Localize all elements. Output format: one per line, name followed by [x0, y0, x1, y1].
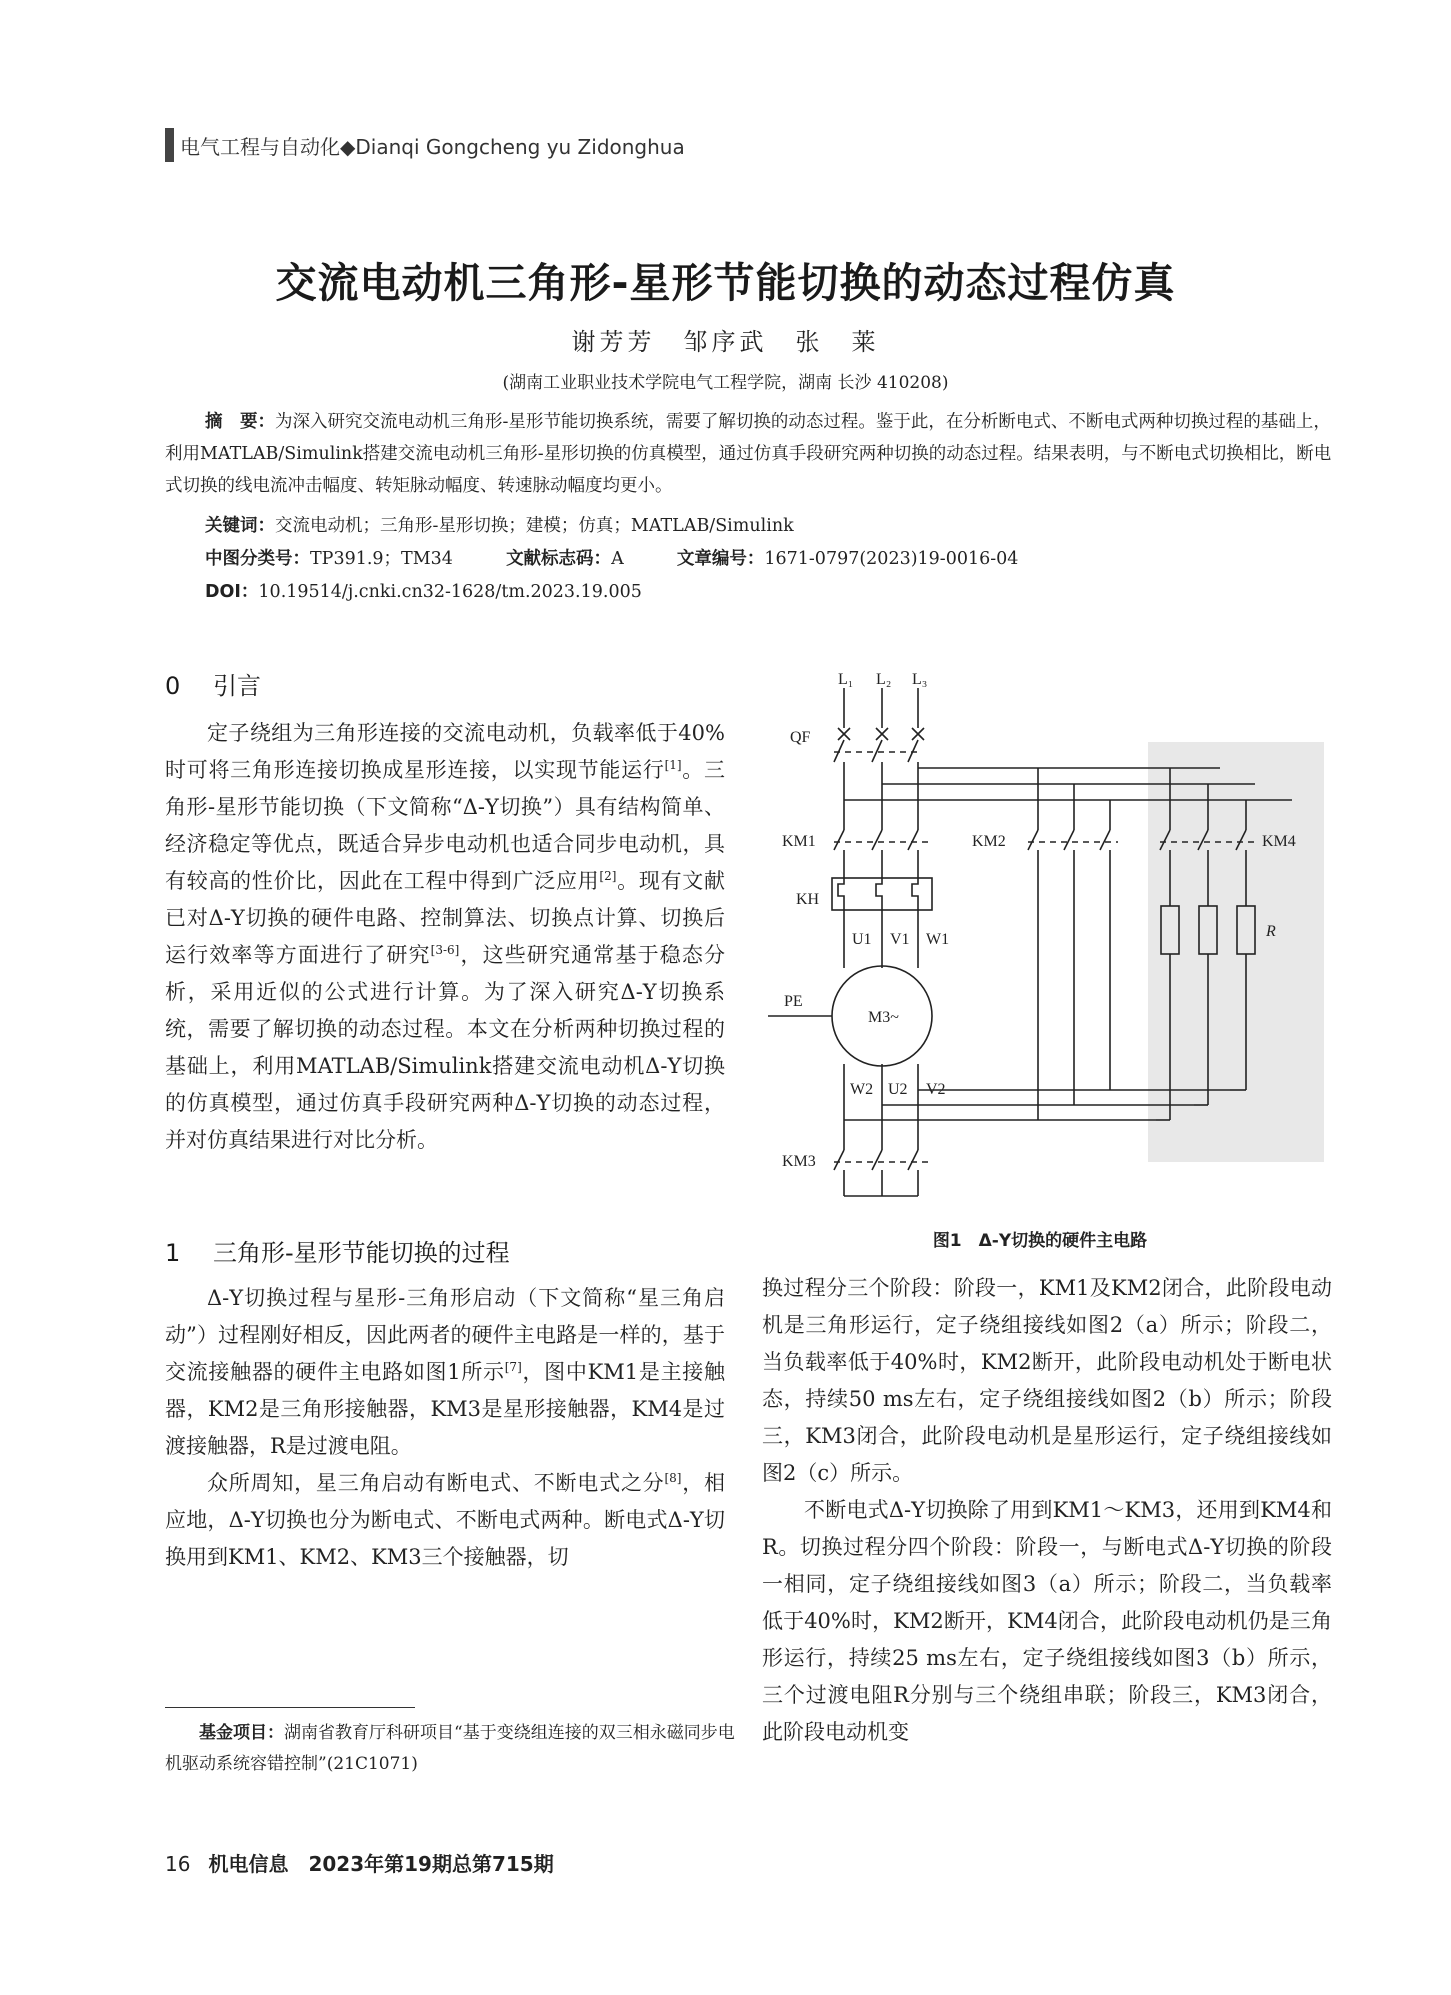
section-0-number: 0	[165, 672, 181, 700]
doccode-label: 文献标志码：	[506, 549, 612, 569]
figure-1-circuit	[745, 660, 1335, 1220]
label-l1: L₁	[838, 671, 854, 688]
label-l3: L₃	[912, 671, 928, 688]
km2-contacts	[1028, 830, 1110, 850]
s0-text-d: ，这些研究通常基于稳态分析，采用近似的公式进行计算。为了深入研究Δ-Y切换系统，需要了解切换的动态过程。本文在分析两种切换过程的基础上，利用MATLAB/Simulink搭建交流电动机Δ-Y切换的仿真模型，通过仿真手段研究两种Δ-Y切换的动态过程，并对仿真结果进行对比分析。	[165, 943, 725, 1152]
label-kh: KH	[796, 891, 820, 908]
section-1-heading	[165, 1233, 510, 1268]
classification-line	[205, 543, 1018, 576]
qf-blade-3	[908, 740, 918, 762]
section-0-paragraph	[165, 715, 725, 1159]
doi-text: 10.19514/j.cnki.cn32-1628/tm.2023.19.005	[258, 582, 642, 602]
citation-3-6[interactable]: [3-6]	[430, 943, 460, 957]
km1-contacts	[834, 830, 918, 850]
qf-contacts	[838, 728, 924, 740]
running-head-bar	[165, 128, 174, 162]
footnote-rule	[165, 1707, 415, 1708]
section-1-number: 1	[165, 1239, 181, 1267]
citation-8[interactable]: [8]	[664, 1471, 682, 1485]
label-km4: KM4	[1262, 833, 1296, 850]
section-0-heading	[165, 666, 261, 701]
footnote-label: 基金项目：	[199, 1723, 284, 1743]
qf-blade-1	[834, 740, 844, 762]
abstract	[165, 406, 1335, 502]
right-paragraph-1: 换过程分三个阶段：阶段一，KM1及KM2闭合，此阶段电动机是三角形运行，定子绕组接线如图2（a）所示；阶段二，当负载率低于40%时，KM2断开，此阶段电动机处于断电状态，持续50 ms左右，定子绕组接线如图2（b）所示；阶段三，KM3闭合，此阶段电动机是星形运行，定子绕组接线如图2（c）所示。	[762, 1276, 1332, 1485]
clc-text: TP391.9；TM34	[310, 549, 453, 569]
article-no-text: 1671-0797(2023)19-0016-04	[764, 549, 1019, 569]
citation-2[interactable]: [2]	[599, 869, 617, 883]
label-km1: KM1	[782, 833, 816, 850]
running-head-text: 电气工程与自动化◆Dianqi Gongcheng yu Zidonghua	[180, 134, 685, 159]
section-0-title: 引言	[213, 672, 261, 700]
label-v1: V1	[890, 931, 910, 948]
article-no-label: 文章编号：	[676, 549, 765, 569]
section-0-body	[165, 715, 725, 1159]
label-r: R	[1266, 923, 1276, 940]
citation-7[interactable]: [7]	[504, 1360, 522, 1374]
keywords-text: 交流电动机；三角形-星形切换；建模；仿真；MATLAB/Simulink	[275, 516, 794, 536]
km4-shaded-region	[1148, 742, 1324, 1162]
section-1-paragraph-2	[165, 1465, 725, 1576]
s0-text-c: 。现有文献已对Δ-Y切换的硬件电路、控制算法、切换点计算、切换后运行效率等方面进行了研究	[165, 869, 726, 967]
km3-contacts	[834, 1150, 918, 1170]
footnote-text: 湖南省教育厅科研项目“基于变绕组连接的双三相永磁同步电机驱动系统容错控制”(21C1071)	[165, 1723, 735, 1774]
keywords	[205, 510, 794, 543]
section-1-paragraph-1	[165, 1280, 725, 1465]
s0-text-a: 定子绕组为三角形连接的交流电动机，负载率低于40%时可将三角形连接切换成星形连接，以实现节能运行	[165, 721, 725, 782]
figure-1-caption: 图1 Δ-Y切换的硬件主电路	[932, 1231, 1148, 1251]
page-footer	[165, 1848, 554, 1877]
label-w1: W1	[926, 931, 950, 948]
paper-affiliation: (湖南工业职业技术学院电气工程学院，湖南 长沙 410208)	[502, 373, 949, 393]
keywords-label: 关键词：	[205, 516, 275, 536]
page-number: 16	[165, 1852, 191, 1876]
s1-text-b: ，图中KM1是主接触器，KM2是三角形接触器，KM3是星形接触器，KM4是过渡接触器，R是过渡电阻。	[165, 1360, 725, 1458]
s1-text-d: ，相应地，Δ-Y切换也分为断电式、不断电式两种。断电式Δ-Y切换用到KM1、KM2、KM3三个接触器，切	[165, 1471, 726, 1569]
abstract-text: 为深入研究交流电动机三角形-星形节能切换系统，需要了解切换的动态过程。鉴于此，在分析断电式、不断电式两种切换过程的基础上，利用MATLAB/Simulink搭建交流电动机三角形-星形切换的仿真模型，通过仿真手段研究两种切换的动态过程。结果表明，与不断电式切换相比，断电式切换的线电流冲击幅度、转矩脉动幅度、转速脉动幅度均更小。	[165, 412, 1332, 496]
doccode-text: A	[611, 549, 624, 569]
running-head	[165, 128, 685, 162]
label-u1: U1	[852, 931, 872, 948]
label-km3: KM3	[782, 1153, 816, 1170]
section-1-body	[165, 1280, 725, 1576]
clc-label: 中图分类号：	[205, 549, 310, 569]
right-column-body	[762, 1270, 1332, 1751]
paper-title: 交流电动机三角形-星形节能切换的动态过程仿真	[275, 259, 1176, 307]
s0-text-b: 。三角形-星形节能切换（下文简称“Δ-Y切换”）具有结构简单、经济稳定等优点，既适合异步电动机也适合同步电动机，具有较高的性价比，因此在工程中得到广泛应用	[165, 758, 726, 893]
label-v2: V2	[926, 1081, 946, 1098]
doi-label: DOI：	[205, 582, 259, 602]
label-l2: L₂	[876, 671, 892, 688]
abstract-label: 摘 要：	[205, 412, 275, 432]
paper-authors: 谢芳芳 邹序武 张 莱	[571, 328, 880, 356]
citation-1[interactable]: [1]	[664, 758, 682, 772]
label-km2: KM2	[972, 833, 1006, 850]
label-motor: M3~	[868, 1009, 899, 1026]
journal-info: 机电信息 2023年第19期总第715期	[208, 1852, 554, 1876]
footnote	[165, 1718, 735, 1780]
label-qf: QF	[790, 729, 811, 746]
s1-text-a: Δ-Y切换过程与星形-三角形启动（下文简称“星三角启动”）过程刚好相反，因此两者的硬件主电路是一样的，基于交流接触器的硬件主电路如图1所示	[165, 1286, 725, 1384]
label-w2: W2	[850, 1081, 874, 1098]
kh-heaters	[838, 878, 918, 910]
qf-blade-2	[872, 740, 882, 762]
label-u2: U2	[888, 1081, 908, 1098]
right-paragraph-2: 不断电式Δ-Y切换除了用到KM1～KM3，还用到KM4和R。切换过程分四个阶段：阶段一，与断电式Δ-Y切换的阶段一相同，定子绕组接线如图3（a）所示；阶段二，当负载率低于40%时，KM2断开，KM4闭合，此阶段电动机仍是三角形运行，持续25 ms左右，定子绕组接线如图3（b）所示，三个过渡电阻R分别与三个绕组串联；阶段三，KM3闭合，此阶段电动机变	[762, 1498, 1332, 1744]
doi-line	[205, 576, 642, 609]
label-pe: PE	[784, 993, 803, 1010]
s1-text-c: 众所周知，星三角启动有断电式、不断电式之分	[207, 1471, 665, 1495]
section-1-title: 三角形-星形节能切换的过程	[213, 1239, 510, 1267]
